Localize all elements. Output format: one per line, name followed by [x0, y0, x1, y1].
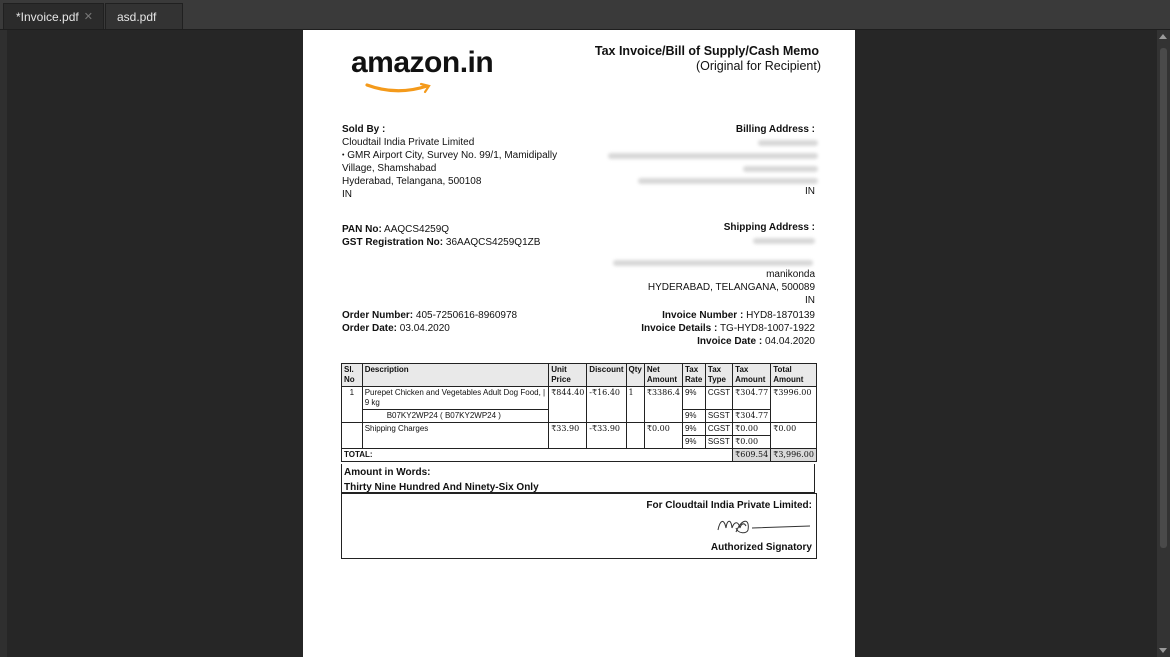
cell-tax-amount: ₹0.00 — [733, 423, 771, 436]
cell-discount: -₹16.40 — [587, 387, 626, 423]
cell-sl: 1 — [342, 387, 363, 423]
redacted-text — [753, 238, 815, 244]
invoice-title: Tax Invoice/Bill of Supply/Cash Memo — [594, 44, 819, 58]
tab-asd-pdf[interactable] — [105, 3, 183, 29]
total-amount: ₹3,996.00 — [771, 449, 817, 462]
col-sl-no: Sl. No — [342, 364, 363, 387]
signature-box — [341, 493, 817, 559]
redacted-text — [608, 153, 818, 159]
cell-unit-price: ₹844.40 — [549, 387, 587, 423]
amazon-smile-icon — [365, 82, 435, 96]
tab-bar — [0, 0, 1170, 30]
col-total-amount: Total Amount — [771, 364, 817, 387]
close-icon[interactable]: ✕ — [83, 11, 93, 23]
table-row — [342, 423, 817, 436]
cell-tax-amount: ₹0.00 — [733, 436, 771, 449]
cell-tax-type: CGST — [705, 387, 732, 410]
gst-row: GST Registration No: 36AAQCS4259Q1ZB — [342, 237, 541, 248]
cell-tax-rate: 9% — [682, 423, 705, 436]
seller-address-line1: • GMR Airport City, Survey No. 99/1, Mamidipally — [342, 150, 558, 161]
cell-sku: B07KY2WP24 ( B07KY2WP24 ) — [362, 410, 549, 423]
cell-total-amount: ₹3996.00 — [771, 387, 817, 423]
billing-address-label: Billing Address : — [735, 124, 815, 135]
invoice-subtitle: (Original for Recipient) — [695, 59, 821, 73]
invoice-info-block — [641, 309, 815, 348]
invoice-date-row: Invoice Date : 04.04.2020 — [697, 336, 815, 347]
sold-by-label: Sold By : — [342, 124, 386, 135]
signature-image — [714, 514, 814, 538]
order-date-row: Order Date: 03.04.2020 — [342, 323, 450, 334]
cell-tax-rate: 9% — [682, 410, 705, 423]
cell-qty: 1 — [626, 387, 644, 423]
authorized-signatory-label: Authorized Signatory — [710, 542, 812, 553]
for-company-label: For Cloudtail India Private Limited: — [646, 500, 812, 511]
invoice-number-row: Invoice Number : HYD8-1870139 — [662, 310, 815, 321]
amount-in-words-value: Thirty Nine Hundred And Ninety-Six Only — [344, 482, 539, 493]
scroll-down-icon[interactable] — [1159, 648, 1167, 653]
pdf-page — [303, 30, 855, 657]
cell-tax-type: CGST — [705, 423, 732, 436]
shipping-country: IN — [805, 295, 815, 306]
col-tax-rate: Tax Rate — [682, 364, 705, 387]
cell-net-amount: ₹0.00 — [644, 423, 682, 449]
seller-address-line3: Hyderabad, Telangana, 500108 — [342, 176, 482, 187]
col-description: Description — [362, 364, 549, 387]
cell-description: Purepet Chicken and Vegetables Adult Dog Food, | 9 kg — [362, 387, 549, 410]
cell-discount: -₹33.90 — [587, 423, 626, 449]
seller-address-line2: Village, Shamshabad — [342, 163, 437, 174]
cell-qty — [626, 423, 644, 449]
cell-net-amount: ₹3386.4 — [644, 387, 682, 423]
billing-country: IN — [805, 186, 815, 197]
redacted-text — [613, 260, 813, 266]
pan-row: PAN No: AAQCS4259Q — [342, 224, 450, 235]
cell-description: Shipping Charges — [362, 423, 549, 449]
col-net-amount: Net Amount — [644, 364, 682, 387]
col-tax-type: Tax Type — [705, 364, 732, 387]
vertical-scrollbar[interactable] — [1157, 30, 1170, 657]
tab-label: asd.pdf — [117, 10, 157, 24]
shipping-line1: manikonda — [766, 269, 815, 280]
amount-in-words-box — [341, 464, 815, 493]
redacted-text — [638, 178, 818, 184]
cell-tax-amount: ₹304.77 — [733, 410, 771, 423]
scrollbar-thumb[interactable] — [1160, 48, 1167, 548]
col-unit-price: Unit Price — [549, 364, 587, 387]
cell-unit-price: ₹33.90 — [549, 423, 587, 449]
table-row — [342, 387, 817, 410]
seller-block — [342, 123, 557, 201]
order-block — [342, 309, 517, 335]
shipping-line2: HYDERABAD, TELANGANA, 500089 — [647, 282, 815, 293]
invoice-details-row: Invoice Details : TG-HYD8-1007-1922 — [641, 323, 815, 334]
tax-ids-block — [342, 223, 540, 249]
tab-label: *Invoice.pdf — [16, 10, 79, 24]
cell-sl — [342, 423, 363, 449]
left-panel-grip[interactable] — [0, 30, 7, 657]
cell-tax-type: SGST — [705, 436, 732, 449]
cell-tax-amount: ₹304.77 — [733, 387, 771, 410]
redacted-text — [743, 166, 818, 172]
cell-tax-rate: 9% — [682, 387, 705, 410]
table-total-row — [342, 449, 817, 462]
tab-invoice-pdf[interactable] — [3, 3, 104, 29]
shipping-address-label: Shipping Address : — [723, 222, 815, 233]
col-qty: Qty — [626, 364, 644, 387]
seller-name: Cloudtail India Private Limited — [342, 137, 475, 148]
col-discount: Discount — [587, 364, 626, 387]
total-label: TOTAL: — [342, 449, 733, 462]
cell-total-amount: ₹0.00 — [771, 423, 817, 449]
cell-tax-type: SGST — [705, 410, 732, 423]
cell-tax-rate: 9% — [682, 436, 705, 449]
total-tax-amount: ₹609.54 — [733, 449, 771, 462]
items-table — [341, 363, 817, 462]
redacted-text — [758, 140, 818, 146]
amount-in-words-label: Amount in Words: — [344, 467, 431, 478]
seller-country: IN — [342, 189, 352, 200]
scroll-up-icon[interactable] — [1159, 34, 1167, 39]
order-number-row: Order Number: 405-7250616-8960978 — [342, 310, 518, 321]
table-header-row — [342, 364, 817, 387]
amazon-logo-text: amazon.in — [351, 46, 494, 79]
col-tax-amount: Tax Amount — [733, 364, 771, 387]
